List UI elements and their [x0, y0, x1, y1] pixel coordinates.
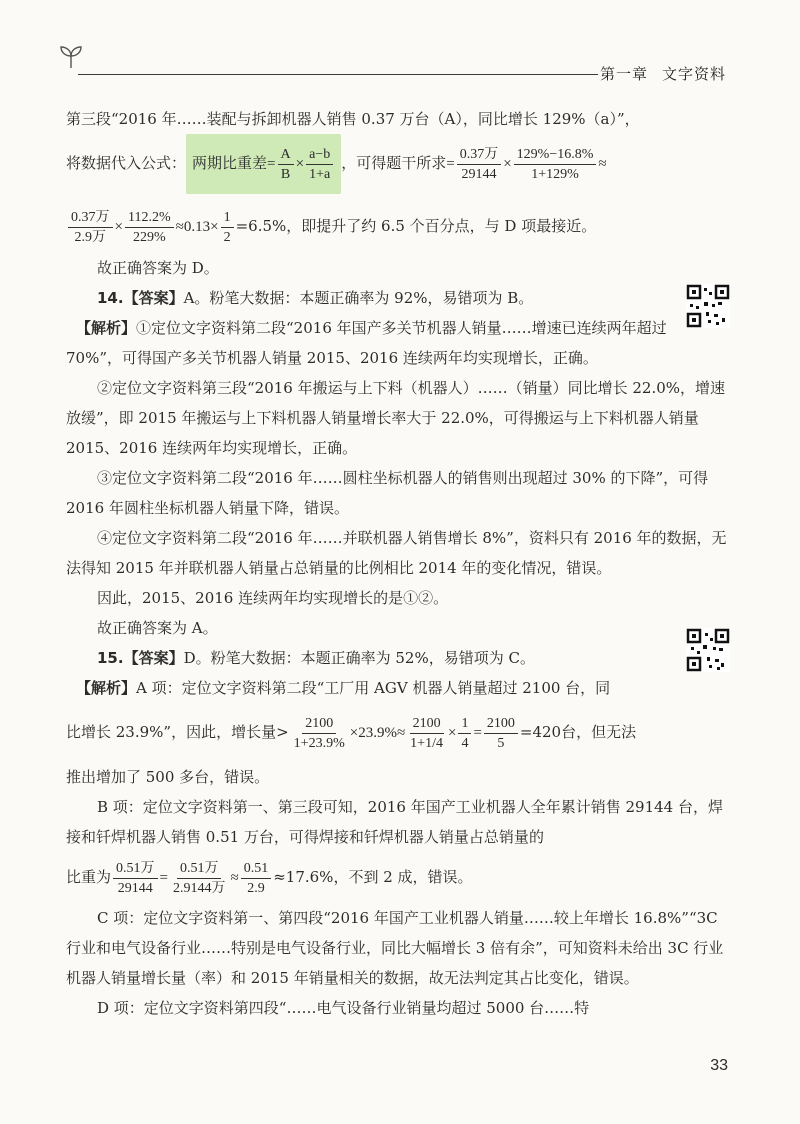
q14-analysis: 【解析】①定位文字资料第二段“2016 年国产多关节机器人销量……增速已连续两年超过 70%”，可得国产多关节机器人销量 2015、2016 连续两年均实现增长，正确。 [66, 319, 667, 367]
qr-code-icon[interactable] [686, 628, 730, 672]
q15-analysis: B 项：定位文字资料第一、第三段可知，2016 年国产工业机器人全年累计销售 29144 台，焊接和钎焊机器人销售 0.51 万台，可得焊接和钎焊机器人销量占总销量的 [66, 798, 723, 846]
formula-expression: = $\frac{\text{0.37万}}{29144}$ × $\frac{129\%-16.8\%}{1+129\%}$ ≈ [446, 146, 607, 182]
q14-analysis: 因此，2015、2016 连续两年均实现增长的是①②。 [97, 589, 449, 607]
formula-line [66, 134, 732, 194]
q14-answer: 14.【答案】A。粉笔大数据：本题正确率为 92%，易错项为 B。 [97, 289, 534, 307]
qr-code-icon[interactable] [686, 284, 730, 328]
text-line: 故正确答案为 D。 [97, 259, 219, 277]
header-rule [78, 74, 598, 75]
page-number: 33 [710, 1057, 728, 1074]
formula-line: 比重为 $\frac{\text{0.51万}}{29144}$ = $\frac{\text{0.51万}}{\text{2.9144万}}$ ≈ $\frac{0.51}{2.9}$ ≈17.6%，不到 2 成，错误。 [66, 852, 732, 903]
chapter-title [600, 63, 726, 84]
text-line: 第三段“2016 年……装配与拆卸机器人销售 0.37 万台（A），同比增长 129%（a）”， [66, 110, 640, 128]
q15-analysis: C 项：定位文字资料第一、第四段“2016 年国产工业机器人销量……较上年增长 16.8%”“3C 行业和电气设备行业……特别是电气设备行业，同比大幅增长 3 倍有余”，可知资料未给出 3C 行业机器人销量增长量（率）和 2015 年销量相关的数据，故无法判定其占比变化，错误。 [66, 909, 724, 987]
q14-analysis: 故正确答案为 A。 [97, 619, 218, 637]
chapter-number: 第一章 [600, 65, 649, 83]
formula-highlight: 两期比重差 = $\frac{A}{B}$ × $\frac{a-b}{1+a}$ [186, 134, 341, 194]
chapter-name: 文字资料 [662, 65, 727, 83]
formula-text: ，可得题干所求 [341, 154, 447, 172]
formula-intro: 将数据代入公式： [66, 154, 187, 172]
formula-line [66, 200, 732, 253]
q15-analysis: D 项：定位文字资料第四段“……电气设备行业销量均超过 5000 台……特 [97, 999, 590, 1017]
sprout-icon [58, 44, 84, 70]
text-line: 推出增加了 500 多台，错误。 [66, 768, 270, 786]
q14-analysis: ③定位文字资料第二段“2016 年……圆柱坐标机器人的销售则出现超过 30% 的下降”，可得 2016 年圆柱坐标机器人销量下降，错误。 [66, 469, 709, 517]
formula-expression: $\frac{\text{0.37万}}{\text{2.9万}}$ × $\frac{112.2\%}{229\%}$ ≈0.13× $\frac{1}{2}$ [66, 201, 236, 253]
page-header [0, 0, 800, 100]
formula-line: 比增长 23.9%”，因此，增长量> $\frac{2100}{1+23.9\%}$ ×23.9%≈ $\frac{2100}{1+1/4}$ × $\frac{1}{4}$ = $\frac{2100}{5}$ =420台，但无法 [66, 703, 732, 762]
q15-answer: 15.【答案】D。粉笔大数据：本题正确率为 52%，易错项为 C。 [97, 649, 535, 667]
formula-expression: $\frac{\text{0.51万}}{29144}$ = $\frac{\text{0.51万}}{\text{2.9144万}}$ ≈ $\frac{0.51}{2.9}$ [111, 853, 273, 903]
q14-analysis: ②定位文字资料第三段“2016 年搬运与上下料（机器人）……（销量）同比增长 22.0%，增速放缓”，即 2015 年搬运与上下料机器人销量增长率大于 22.0%，可得搬运与上下料机器人销量 2015、2016 连续两年均实现增长，正确。 [66, 379, 726, 457]
page-content [66, 104, 732, 1023]
formula-result: =6.5%，即提升了约 6.5 个百分点，与 D 项最接近。 [235, 217, 597, 235]
q14-analysis: ④定位文字资料第二段“2016 年……并联机器人销售增长 8%”，资料只有 2016 年的数据，无法得知 2015 年并联机器人销量占总销量的比例相比 2014 年的变化情况，错误。 [66, 529, 727, 577]
q15-analysis: 【解析】A 项：定位文字资料第二段“工厂用 AGV 机器人销量超过 2100 台，同 [76, 679, 611, 697]
formula-expression: $\frac{2100}{1+23.9\%}$ ×23.9%≈ $\frac{2100}{1+1/4}$ × $\frac{1}{4}$ = $\frac{2100}{5}$ [289, 704, 520, 762]
